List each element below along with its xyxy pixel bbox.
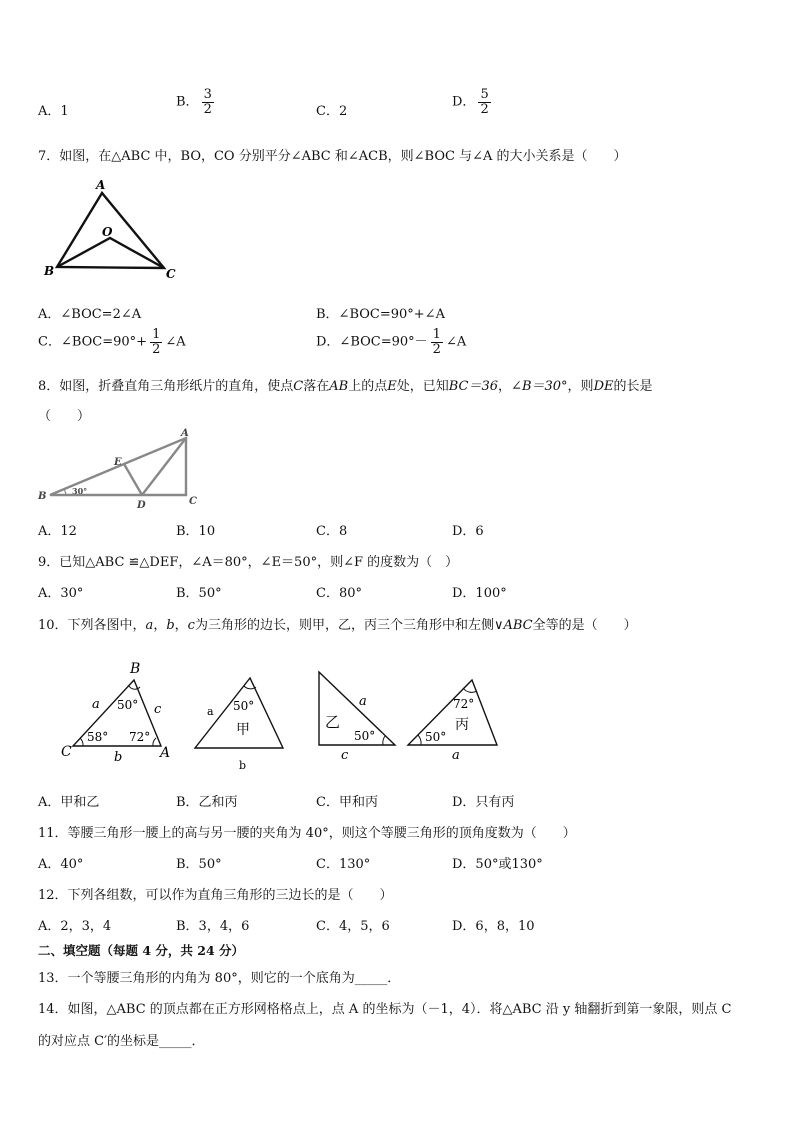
q10-var-c: c xyxy=(187,618,195,633)
q10-ref-angle-a: 72° xyxy=(129,730,151,744)
q11-option-c[interactable]: C．130° xyxy=(316,857,371,872)
q10-stem xyxy=(38,614,637,633)
q11-option-a[interactable]: A．40° xyxy=(38,857,84,872)
q11-option-b[interactable]: B．50° xyxy=(176,857,222,872)
q10-option-c[interactable]: C．甲和丙 xyxy=(316,795,378,810)
q10-ref-label-a-side: a xyxy=(92,697,100,712)
q8-fig-label-a: A xyxy=(181,428,189,439)
q8-stem-text: ， xyxy=(498,379,512,394)
q6-option-b-label: B． xyxy=(176,94,199,110)
q7-figure xyxy=(40,175,200,285)
q7-stem: 7．如图，在△ABC 中，BO，CO 分别平分∠ABC 和∠ACB，则∠BOC 与∠A 的大小关系是（ ） xyxy=(38,149,627,164)
q10-jia-bottom-label: b xyxy=(239,759,247,772)
q8-stem-text: 的长是 xyxy=(613,379,653,394)
q7-option-c-post: ∠A xyxy=(165,334,186,350)
q6-option-a[interactable]: A．1 xyxy=(38,104,69,119)
q7-option-d-fraction xyxy=(431,328,443,356)
q10-bing-bottom-label: a xyxy=(452,748,460,763)
q12-option-c[interactable]: C．4，5，6 xyxy=(316,919,390,934)
q8-stem-text: 落在 xyxy=(303,379,330,394)
q10-option-a[interactable]: A．甲和乙 xyxy=(38,795,100,810)
q12-option-b[interactable]: B．3，4，6 xyxy=(176,919,250,934)
q7-option-d-pre: D．∠BOC=90°－ xyxy=(316,334,428,350)
q10-ref-angle-b: 50° xyxy=(117,698,139,712)
q10-stem-text: 全等的是（ ） xyxy=(532,618,637,633)
q14-stem-line2: 的对应点 C′的坐标是_____． xyxy=(38,1034,205,1049)
q9-option-c[interactable]: C．80° xyxy=(316,586,362,601)
q12-option-a[interactable]: A．2，3，4 xyxy=(38,919,112,934)
q12-option-d[interactable]: D．6，8，10 xyxy=(452,919,535,934)
q6-option-d-label: D． xyxy=(452,94,476,110)
q10-jia-angle: 50° xyxy=(233,699,255,713)
q10-ref-label-c-side: c xyxy=(154,702,162,717)
q7-fig-label-b: B xyxy=(44,264,55,278)
q10-ref-label-c: C xyxy=(61,744,72,760)
q7-option-d[interactable] xyxy=(316,328,466,356)
q8-stem-text: 上的点 xyxy=(348,379,388,394)
frac-denominator: 2 xyxy=(152,341,161,357)
q8-given-bc: BC＝36 xyxy=(448,379,499,394)
q10-figure-bing xyxy=(405,675,505,770)
q10-jia-side-label: a xyxy=(207,705,214,718)
q7-option-d-post: ∠A xyxy=(445,334,467,350)
q8-var-de: DE xyxy=(593,379,614,394)
q8-option-c[interactable]: C．8 xyxy=(316,524,348,539)
q7-option-a[interactable]: A．∠BOC=2∠A xyxy=(38,307,142,322)
q10-figure-reference xyxy=(58,656,183,768)
q6-option-d-fraction xyxy=(478,88,490,116)
q8-option-d[interactable]: D．6 xyxy=(452,524,484,539)
q14-stem-line1: 14．如图，△ABC 的顶点都在正方形网格格点上，点 A 的坐标为（－1，4）．将△ABC 沿 y 轴翻折到第一象限，则点 C xyxy=(38,1002,732,1017)
q7-fig-label-a: A xyxy=(96,178,106,192)
q10-jia-name: 甲 xyxy=(236,722,250,738)
q8-var-ab: AB xyxy=(329,379,349,394)
q10-ref-label-a: A xyxy=(160,745,171,761)
q10-bing-angle-top: 72° xyxy=(453,697,475,711)
frac-denominator: 2 xyxy=(480,101,489,117)
q6-option-d[interactable] xyxy=(452,88,494,116)
frac-denominator: 2 xyxy=(432,341,441,357)
section-title: 二、填空题（每题 4 分，共 24 分） xyxy=(38,943,245,958)
q11-option-d[interactable]: D．50°或130° xyxy=(452,857,543,872)
q8-given-angle-b: ∠B＝30° xyxy=(511,379,568,394)
q10-bing-name: 丙 xyxy=(455,717,469,733)
q8-fig-label-b: B xyxy=(38,491,47,502)
q10-ref-label-b-side: b xyxy=(114,750,123,765)
frac-numerator: 1 xyxy=(152,327,161,342)
q10-stem-text: 10．下列各图中， xyxy=(38,618,146,633)
q12-stem: 12．下列各组数，可以作为直角三角形的三边长的是（ ） xyxy=(38,888,393,903)
q10-yi-name: 乙 xyxy=(325,713,341,731)
q10-ref-angle-c: 58° xyxy=(87,730,109,744)
frac-numerator: 1 xyxy=(432,327,441,342)
q7-fig-label-c: C xyxy=(166,267,176,281)
q10-yi-angle: 50° xyxy=(354,729,376,743)
q8-fig-label-c: C xyxy=(189,496,197,507)
q8-stem xyxy=(38,375,653,394)
q8-var-e: E xyxy=(387,379,397,394)
q10-figure-yi xyxy=(305,665,405,770)
q7-option-c-fraction xyxy=(150,328,162,356)
q10-var-a: a xyxy=(145,618,154,633)
q10-ref-label-b: B xyxy=(130,661,141,677)
q8-option-a[interactable]: A．12 xyxy=(38,524,77,539)
frac-numerator: 5 xyxy=(480,87,489,102)
q10-figure-jia xyxy=(188,672,293,777)
q8-stem-text: 处，已知 xyxy=(396,379,449,394)
q10-yi-bottom-label: c xyxy=(341,748,349,763)
q9-option-a[interactable]: A．30° xyxy=(38,586,84,601)
q8-stem-text: 8．如图，折叠直角三角形纸片的直角，使点 xyxy=(38,379,294,394)
q10-option-d[interactable]: D．只有丙 xyxy=(452,795,515,810)
q7-option-c-pre: C．∠BOC=90°+ xyxy=(38,334,148,350)
q6-option-b-fraction xyxy=(202,88,214,116)
q8-var-c: C xyxy=(293,379,304,394)
q7-option-b[interactable]: B．∠BOC=90°+∠A xyxy=(316,307,445,322)
q8-fig-label-d: D xyxy=(137,500,146,511)
q8-answer-paren: （ ） xyxy=(38,409,91,424)
q8-fig-label-e: E xyxy=(114,457,122,468)
q7-option-c[interactable] xyxy=(38,328,186,356)
q8-figure xyxy=(38,428,208,512)
q6-option-b[interactable] xyxy=(176,88,217,116)
q10-stem-text: 为三角形的边长，则甲，乙，丙三个三角形中和左侧 xyxy=(194,618,494,633)
q8-option-b[interactable]: B．10 xyxy=(176,524,216,539)
q9-option-b[interactable]: B．50° xyxy=(176,586,222,601)
q8-fig-angle: 30° xyxy=(72,486,88,496)
q10-option-b[interactable]: B．乙和丙 xyxy=(176,795,238,810)
frac-denominator: 2 xyxy=(203,101,212,117)
frac-numerator: 3 xyxy=(203,87,212,102)
q11-stem: 11．等腰三角形一腰上的高与另一腰的夹角为 40°，则这个等腰三角形的顶角度数为（ ） xyxy=(38,826,576,841)
q10-yi-side-label: a xyxy=(359,694,367,709)
q10-var-b: b xyxy=(166,618,175,633)
q13-stem: 13．一个等腰三角形的内角为 80°，则它的一个底角为_____． xyxy=(38,971,401,986)
q10-bing-angle-left: 50° xyxy=(425,730,447,744)
q10-ref-triangle: ∨ABC xyxy=(493,618,533,633)
q6-option-c[interactable]: C．2 xyxy=(316,104,348,119)
q10-stem-text: ， xyxy=(174,618,188,633)
q9-stem: 9．已知△ABC ≌△DEF，∠A＝80°，∠E＝50°，则∠F 的度数为（ ） xyxy=(38,555,459,570)
q7-fig-label-o: O xyxy=(102,225,113,239)
q9-option-d[interactable]: D．100° xyxy=(452,586,507,601)
q10-stem-text: ， xyxy=(153,618,167,633)
q8-stem-text: ，则 xyxy=(567,379,594,394)
